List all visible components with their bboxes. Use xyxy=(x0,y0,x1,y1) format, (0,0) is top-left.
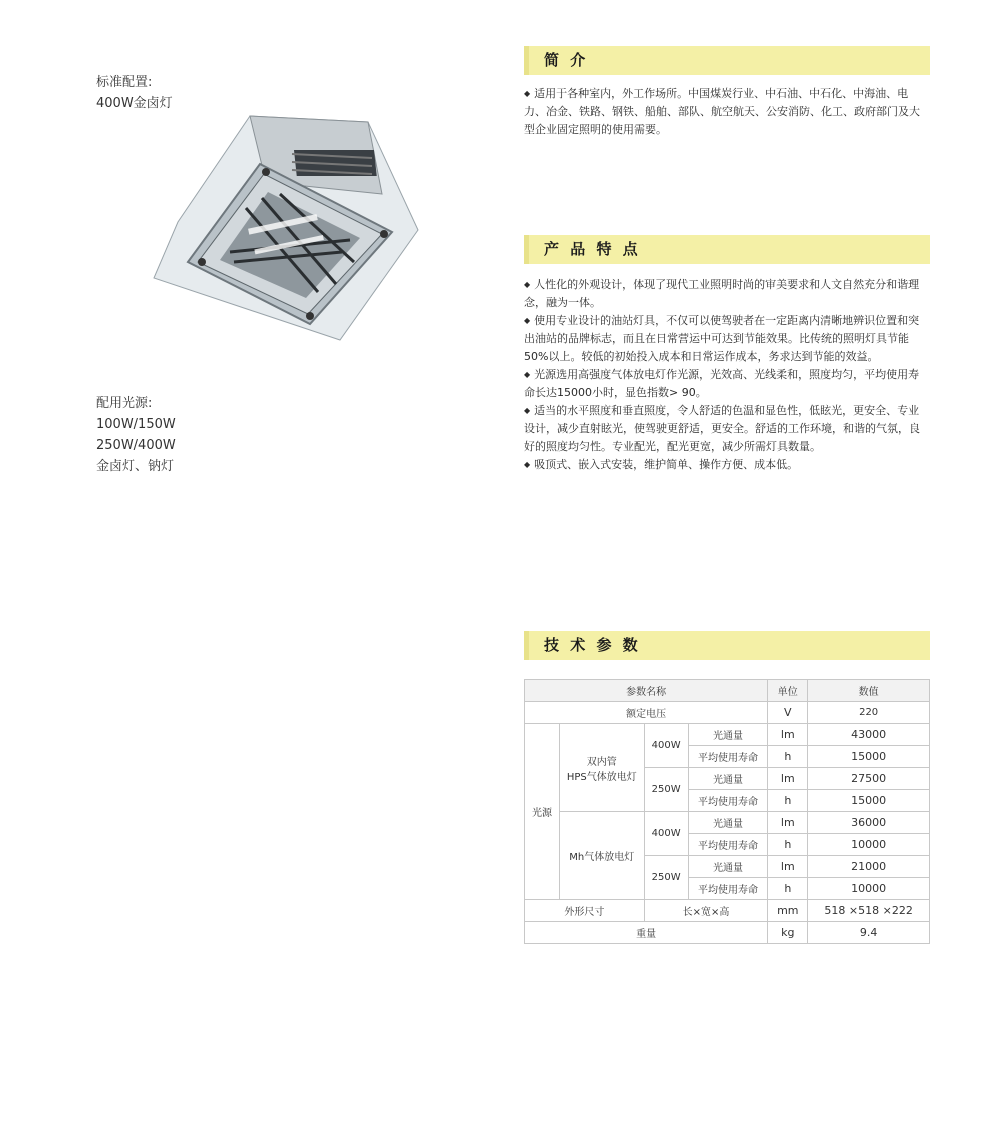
intro-text: 适用于各种室内，外工作场所。中国煤炭行业、中石油、中石化、中海油、电力、冶金、铁路、钢铁、船舶、部队、航空航天、公安消防、化工、政府部门及大型企业固定照明的使用需要。 xyxy=(524,87,920,136)
bullet-icon: ◆ xyxy=(524,406,531,415)
unit-cell: lm xyxy=(768,768,808,790)
spec-table xyxy=(524,679,930,944)
intro-bullet xyxy=(524,85,930,139)
bullet-icon: ◆ xyxy=(524,89,531,98)
power-cell: 250W xyxy=(644,768,688,812)
feature-item xyxy=(524,456,930,474)
value-cell: 10000 xyxy=(808,834,930,856)
header-value: 数值 xyxy=(808,680,930,702)
weight-unit: kg xyxy=(768,922,808,944)
feature-item xyxy=(524,312,930,366)
feature-text: 适当的水平照度和垂直照度，令人舒适的色温和显色性，低眩光，更安全、专业设计，减少直射眩光，使驾驶更舒适，更安全。舒适的工作环境，和谐的气氛，良好的照度均匀性。专业配光，配光更宽，减少所需灯具数量。 xyxy=(524,404,920,453)
unit-cell: lm xyxy=(768,856,808,878)
value-cell: 21000 xyxy=(808,856,930,878)
param-cell: 光通量 xyxy=(688,812,768,834)
specs-title: 技 术 参 数 xyxy=(544,636,641,654)
param-cell: 平均使用寿命 xyxy=(688,790,768,812)
light-source-label: 配用光源: xyxy=(96,396,153,411)
features-header xyxy=(524,235,930,264)
value-cell: 27500 xyxy=(808,768,930,790)
features-list xyxy=(524,276,930,474)
type-name xyxy=(559,724,644,812)
standard-config xyxy=(96,72,173,114)
unit-cell: lm xyxy=(768,724,808,746)
param-cell: 光通量 xyxy=(688,856,768,878)
table-row xyxy=(525,900,930,922)
value-cell: 36000 xyxy=(808,812,930,834)
header-name: 参数名称 xyxy=(525,680,768,702)
value-cell: 10000 xyxy=(808,878,930,900)
header-accent xyxy=(524,235,529,264)
unit-cell: lm xyxy=(768,812,808,834)
intro-title: 简 介 xyxy=(544,51,589,69)
unit-cell: h xyxy=(768,878,808,900)
light-source-line-2: 250W/400W xyxy=(96,438,176,453)
light-source-line-1: 100W/150W xyxy=(96,417,176,432)
param-cell: 光通量 xyxy=(688,724,768,746)
dimensions-label: 外形尺寸 xyxy=(525,900,645,922)
intro-text-block xyxy=(524,85,930,139)
param-cell: 平均使用寿命 xyxy=(688,878,768,900)
value-cell: 15000 xyxy=(808,746,930,768)
power-cell: 400W xyxy=(644,812,688,856)
feature-text: 人性化的外观设计，体现了现代工业照明时尚的审美要求和人文自然充分和谐理念，融为一体。 xyxy=(524,278,920,309)
param-cell: 平均使用寿命 xyxy=(688,746,768,768)
feature-text: 使用专业设计的油站灯具，不仅可以使驾驶者在一定距离内清晰地辨识位置和突出油站的品牌标志，而且在日常营运中可达到节能效果。比传统的照明灯具节能50%以上。较低的初始投入成本和日常运作成本，务求达到节能的效益。 xyxy=(524,314,920,363)
feature-text: 吸顶式、嵌入式安装，维护简单、操作方便、成本低。 xyxy=(534,458,799,471)
type-name-line: Mh气体放电灯 xyxy=(569,852,635,863)
feature-item xyxy=(524,276,930,312)
voltage-unit: V xyxy=(768,702,808,724)
standard-config-value: 400W金卤灯 xyxy=(96,96,173,111)
table-row xyxy=(525,922,930,944)
header-accent xyxy=(524,631,529,660)
weight-value: 9.4 xyxy=(808,922,930,944)
unit-cell: h xyxy=(768,746,808,768)
table-row xyxy=(525,702,930,724)
feature-item xyxy=(524,366,930,402)
header-accent xyxy=(524,46,529,75)
table-header-row xyxy=(525,680,930,702)
type-name-line: HPS气体放电灯 xyxy=(566,771,637,783)
value-cell: 43000 xyxy=(808,724,930,746)
bullet-icon: ◆ xyxy=(524,280,531,289)
feature-text: 光源选用高强度气体放电灯作光源，光效高、光线柔和，照度均匀，平均使用寿命长达15000小时，显色指数> 90。 xyxy=(524,368,920,399)
bullet-icon: ◆ xyxy=(524,370,531,379)
unit-cell: h xyxy=(768,790,808,812)
voltage-label: 额定电压 xyxy=(525,702,768,724)
dimensions-sub: 长×宽×高 xyxy=(644,900,768,922)
dimensions-unit: mm xyxy=(768,900,808,922)
light-source-line-3: 金卤灯、钠灯 xyxy=(96,459,175,474)
weight-label: 重量 xyxy=(525,922,768,944)
standard-config-label: 标准配置: xyxy=(96,75,153,90)
param-cell: 光通量 xyxy=(688,768,768,790)
value-cell: 15000 xyxy=(808,790,930,812)
source-label: 光源 xyxy=(525,724,560,900)
table-row xyxy=(525,812,930,834)
power-cell: 400W xyxy=(644,724,688,768)
dimensions-value: 518 ×518 ×222 xyxy=(808,900,930,922)
voltage-value: 220 xyxy=(808,702,930,724)
intro-header xyxy=(524,46,930,75)
type-name xyxy=(559,812,644,900)
bullet-icon: ◆ xyxy=(524,316,531,325)
feature-item xyxy=(524,402,930,456)
unit-cell: h xyxy=(768,834,808,856)
light-source-info xyxy=(96,393,176,477)
type-name-line: 双内管 xyxy=(586,756,617,768)
header-unit: 单位 xyxy=(768,680,808,702)
features-title: 产 品 特 点 xyxy=(544,240,641,258)
param-cell: 平均使用寿命 xyxy=(688,834,768,856)
product-image xyxy=(150,112,420,344)
bullet-icon: ◆ xyxy=(524,460,531,469)
table-row xyxy=(525,724,930,746)
power-cell: 250W xyxy=(644,856,688,900)
specs-header xyxy=(524,631,930,660)
